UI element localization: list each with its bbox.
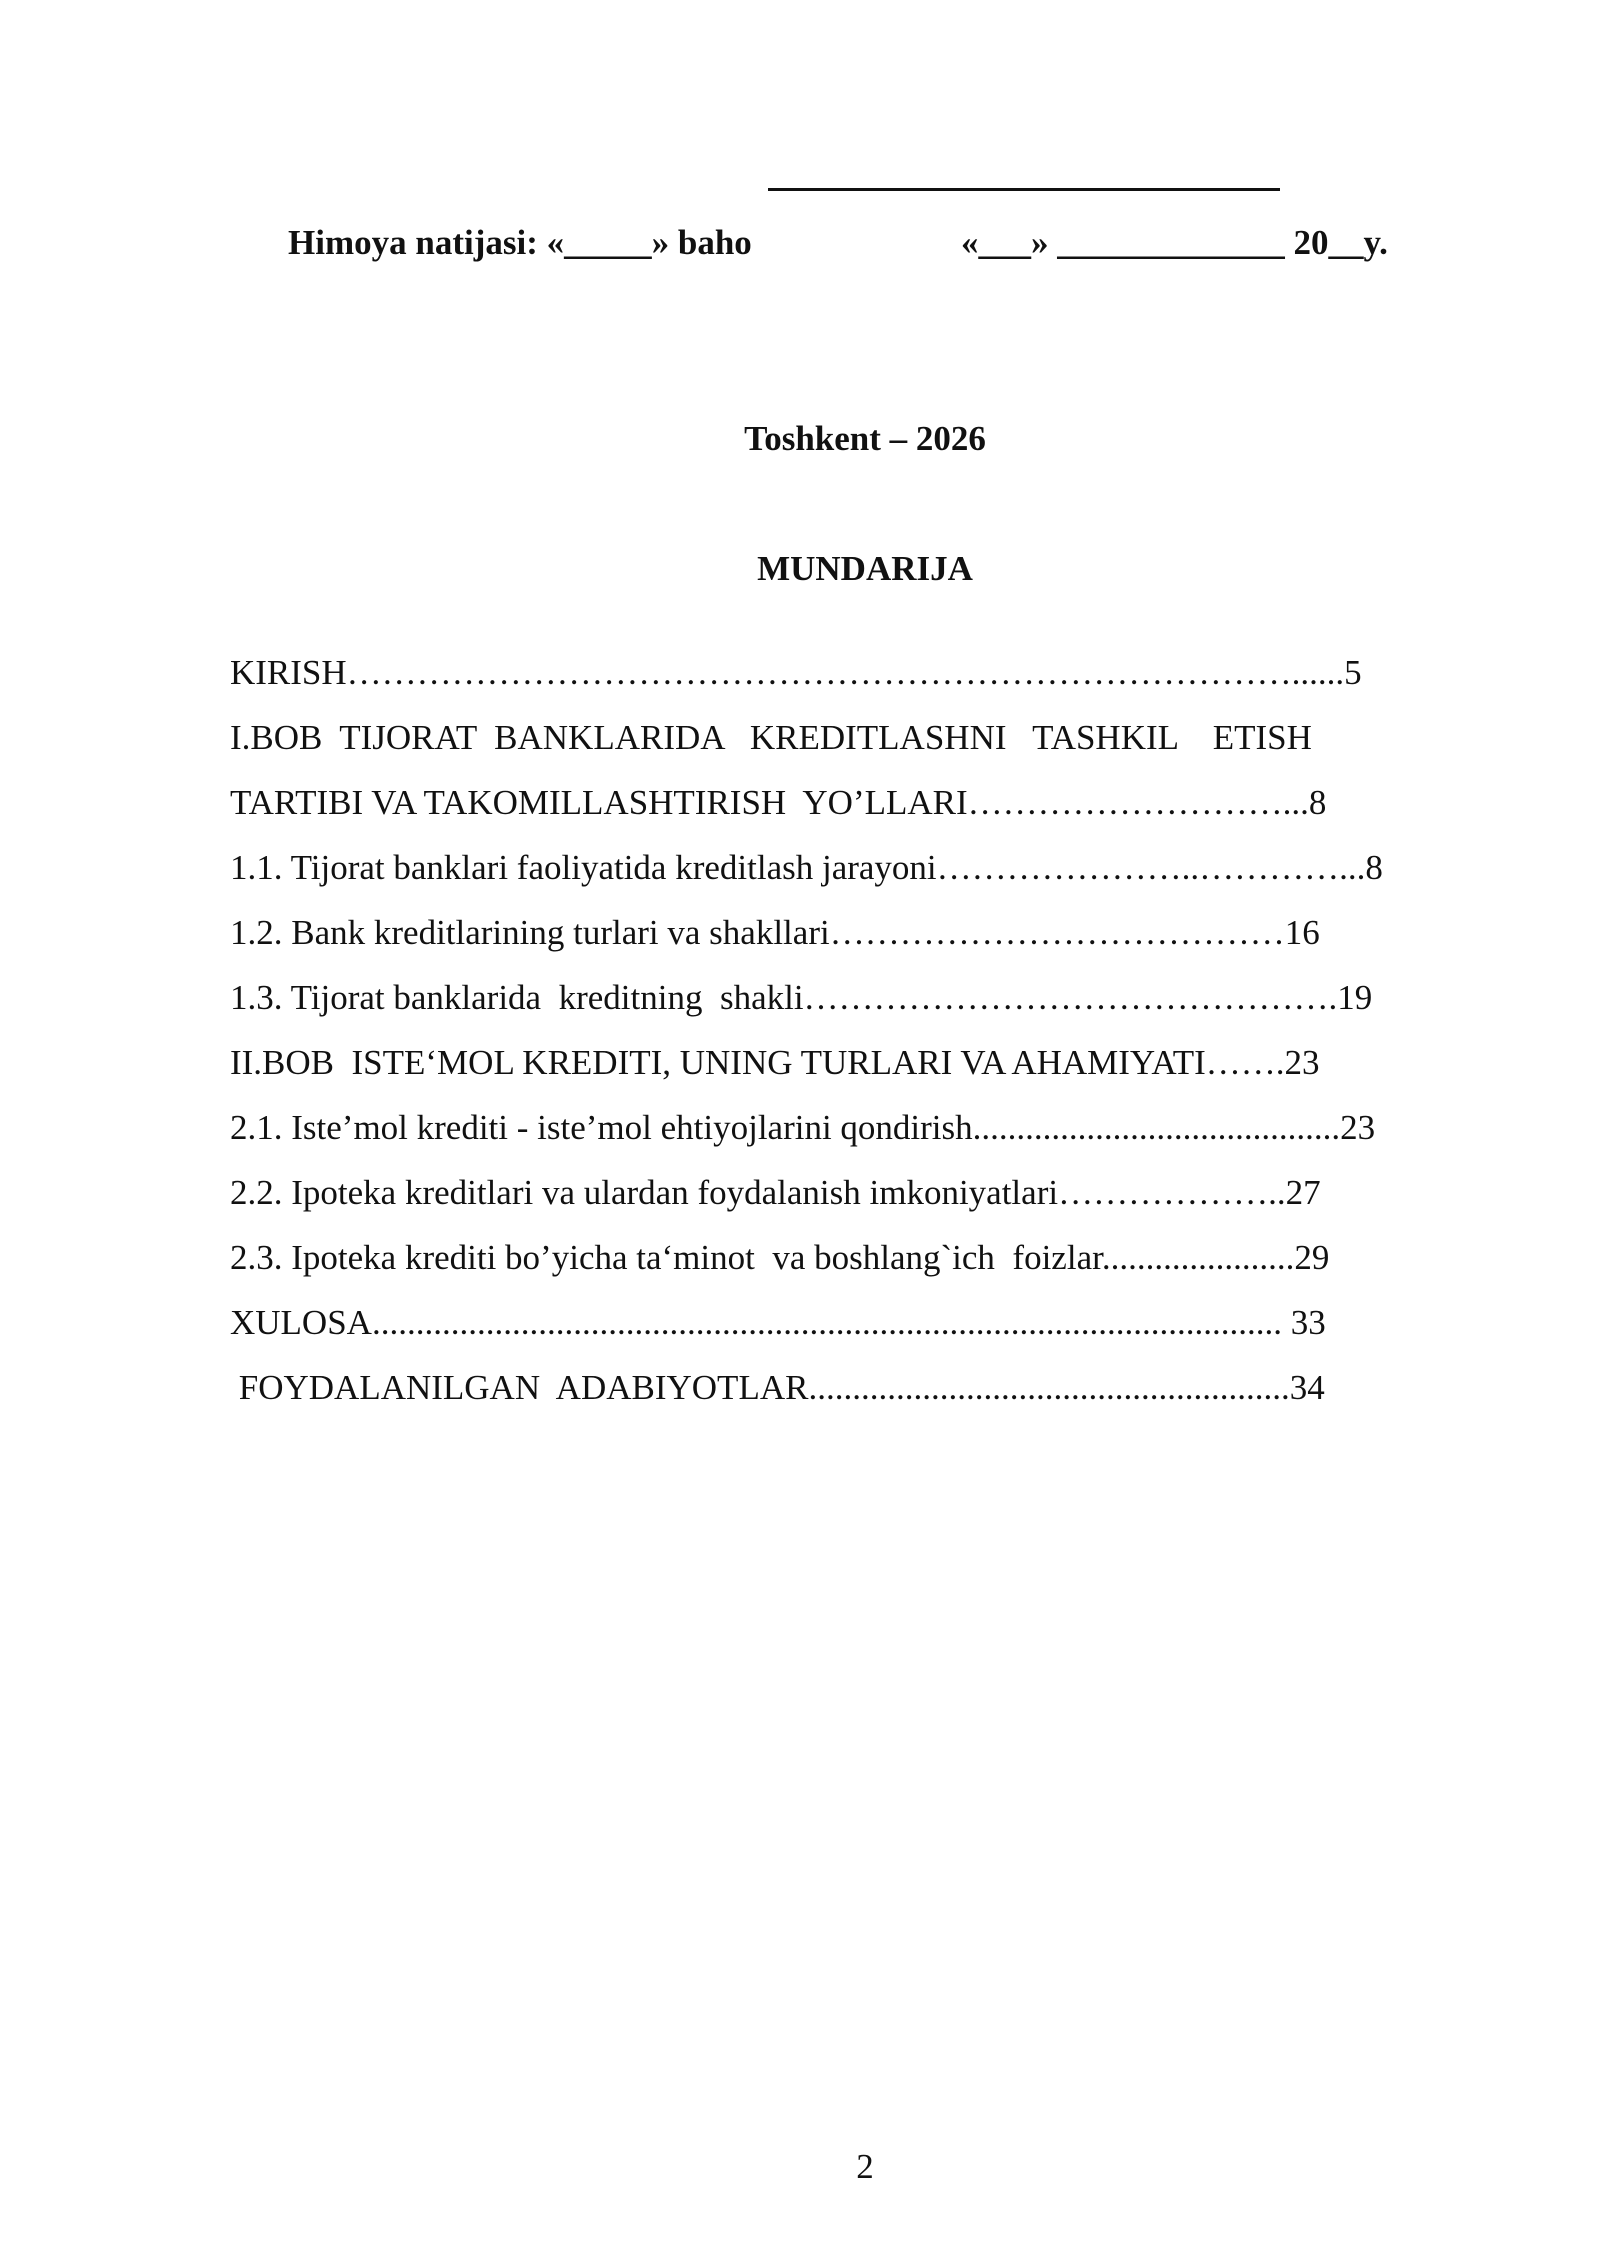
- toc-entry-2-1: 2.1. Iste’mol krediti - iste’mol ehtiyojlarini qondirish..........................................23: [230, 1108, 1376, 1147]
- defense-date-text: «___» _____________ 20__y.: [961, 223, 1388, 262]
- toc-entry-1-1: 1.1. Tijorat banklari faoliyatida kreditlash jarayoni…………………..…………...8: [230, 848, 1383, 887]
- page-number: 2: [856, 2147, 874, 2186]
- toc-entry-adabiyotlar: FOYDALANILGAN ADABIYOTLAR.......................................................34: [230, 1368, 1325, 1407]
- toc-entry-xulosa: XULOSA........................................................................................................ 33: [230, 1303, 1326, 1342]
- toc-entry-chapter-1-line-1: I.BOB TIJORAT BANKLARIDA KREDITLASHNI TASHKIL ETISH: [230, 718, 1312, 757]
- toc-entry-2-2: 2.2. Ipoteka kreditlari va ulardan foydalanish imkoniyatlari………………..27: [230, 1173, 1321, 1212]
- defense-result-text: Himoya natijasi: «_____» baho: [288, 223, 752, 262]
- toc-entry-chapter-2: II.BOB ISTE‘MOL KREDITI, UNING TURLARI VA AHAMIYATI…….23: [230, 1043, 1320, 1082]
- toc-entry-1-2: 1.2. Bank kreditlarining turlari va shakllari…………………………………16: [230, 913, 1320, 952]
- toc-entry-chapter-1-line-2: TARTIBI VA TAKOMILLASHTIRISH YO’LLARI………………………...8: [230, 783, 1327, 822]
- toc-entry-kirish: KIRISH………………………………………………………………………......5: [230, 653, 1362, 692]
- signature-line: [768, 188, 1280, 191]
- toc-entry-2-3: 2.3. Ipoteka krediti bo’yicha ta‘minot va boshlang`ich foizlar......................29: [230, 1238, 1330, 1277]
- city-year: Toshkent – 2026: [744, 419, 986, 458]
- toc-entry-1-3: 1.3. Tijorat banklarida kreditning shakli……………………………………….19: [230, 978, 1373, 1017]
- defense-result-row: [0, 218, 1600, 268]
- toc-title: MUNDARIJA: [757, 549, 973, 588]
